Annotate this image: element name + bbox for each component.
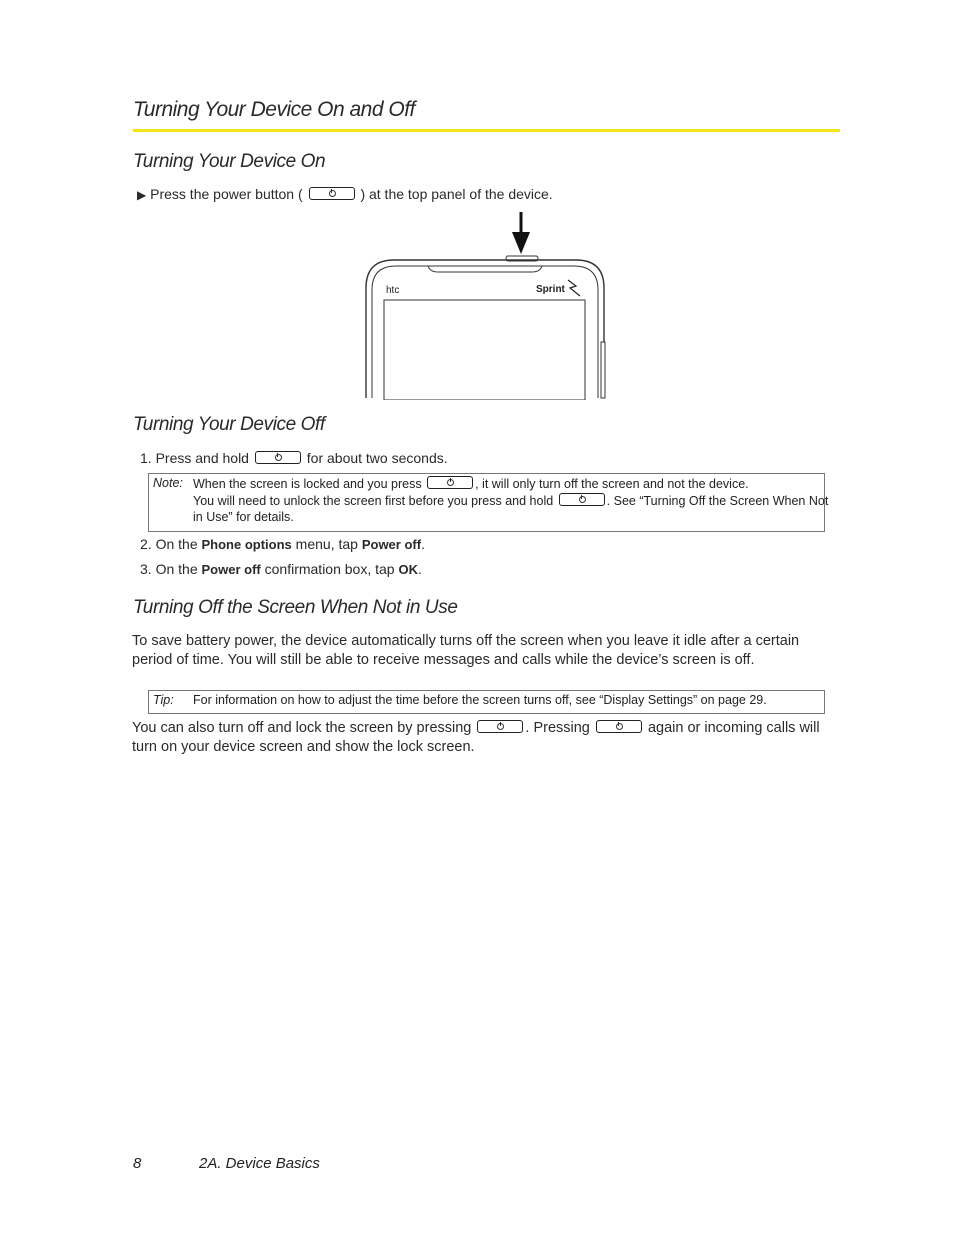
power-button-icon bbox=[255, 451, 301, 464]
screen-off-paragraph bbox=[132, 632, 837, 670]
note-text: . See “Turning Off the Screen When Not bbox=[606, 494, 829, 508]
note-line-1 bbox=[193, 476, 749, 491]
note-line-3: in Use” for details. bbox=[193, 510, 294, 524]
lock-screen-paragraph bbox=[132, 719, 837, 757]
step-text: . bbox=[421, 536, 425, 552]
turn-off-step-1 bbox=[140, 450, 448, 466]
dialog-name: Power off bbox=[201, 562, 261, 577]
bullet-icon: ▶ bbox=[137, 188, 147, 202]
power-button-icon bbox=[559, 493, 605, 506]
ok-label: OK bbox=[398, 562, 418, 577]
tip-box bbox=[148, 690, 825, 714]
note-text: When the screen is locked and you press bbox=[193, 477, 422, 491]
step-text: . bbox=[417, 561, 422, 577]
menu-name: Phone options bbox=[201, 537, 292, 552]
menu-item-power-off: Power off bbox=[361, 537, 422, 552]
tip-label: Tip: bbox=[153, 693, 174, 707]
page-title: Turning Your Device On and Off bbox=[133, 98, 415, 121]
heading-turn-off: Turning Your Device Off bbox=[133, 414, 325, 435]
paragraph-text: You can also turn off and lock the screen by pressing bbox=[132, 720, 472, 736]
step-text: On the bbox=[155, 536, 198, 552]
power-button-icon bbox=[477, 720, 523, 733]
paragraph-line: turn on your device screen and show the lock screen. bbox=[132, 739, 475, 755]
note-label: Note: bbox=[153, 476, 183, 490]
step-number: 1. bbox=[140, 450, 152, 466]
turn-on-step-text-after: ) at the top panel of the device. bbox=[360, 186, 553, 202]
step-text: On the bbox=[155, 561, 198, 577]
paragraph-text: . Pressing bbox=[525, 720, 590, 736]
turn-on-step-text-before: Press the power button ( bbox=[150, 186, 303, 202]
note-text: You will need to unlock the screen first before you press and hold bbox=[193, 494, 554, 508]
paragraph-line bbox=[132, 719, 837, 738]
title-rule bbox=[133, 129, 840, 132]
paragraph-line: period of time. You will still be able to receive messages and calls while the device’s screen is off. bbox=[132, 652, 755, 668]
step-text: for about two seconds. bbox=[306, 450, 448, 466]
step-number: 3. bbox=[140, 561, 152, 577]
note-line-2 bbox=[193, 493, 828, 508]
turn-on-step bbox=[137, 186, 553, 202]
htc-logo: htc bbox=[386, 285, 400, 296]
tip-text: For information on how to adjust the time before the screen turns off, see “Display Settings” on page 29. bbox=[193, 693, 767, 707]
device-top-illustration bbox=[360, 208, 610, 400]
turn-off-step-2 bbox=[140, 536, 425, 552]
step-number: 2. bbox=[140, 536, 152, 552]
power-button-icon bbox=[309, 187, 355, 200]
paragraph-line: To save battery power, the device automatically turns off the screen when you leave it idle after a certain bbox=[132, 633, 800, 649]
heading-turn-on: Turning Your Device On bbox=[133, 151, 326, 172]
page-number: 8 bbox=[133, 1155, 142, 1172]
power-button-icon bbox=[596, 720, 642, 733]
step-text: confirmation box, tap bbox=[264, 561, 395, 577]
chapter-label: 2A. Device Basics bbox=[199, 1155, 320, 1172]
step-text: Press and hold bbox=[155, 450, 249, 466]
power-button-icon bbox=[427, 476, 473, 489]
turn-off-step-3 bbox=[140, 561, 422, 577]
paragraph-text: again or incoming calls will bbox=[647, 720, 820, 736]
step-text: menu, tap bbox=[295, 536, 358, 552]
sprint-logo: Sprint bbox=[536, 284, 565, 295]
heading-screen-off: Turning Off the Screen When Not in Use bbox=[133, 597, 458, 618]
note-text: , it will only turn off the screen and not the device. bbox=[475, 477, 749, 491]
note-box bbox=[148, 473, 829, 532]
